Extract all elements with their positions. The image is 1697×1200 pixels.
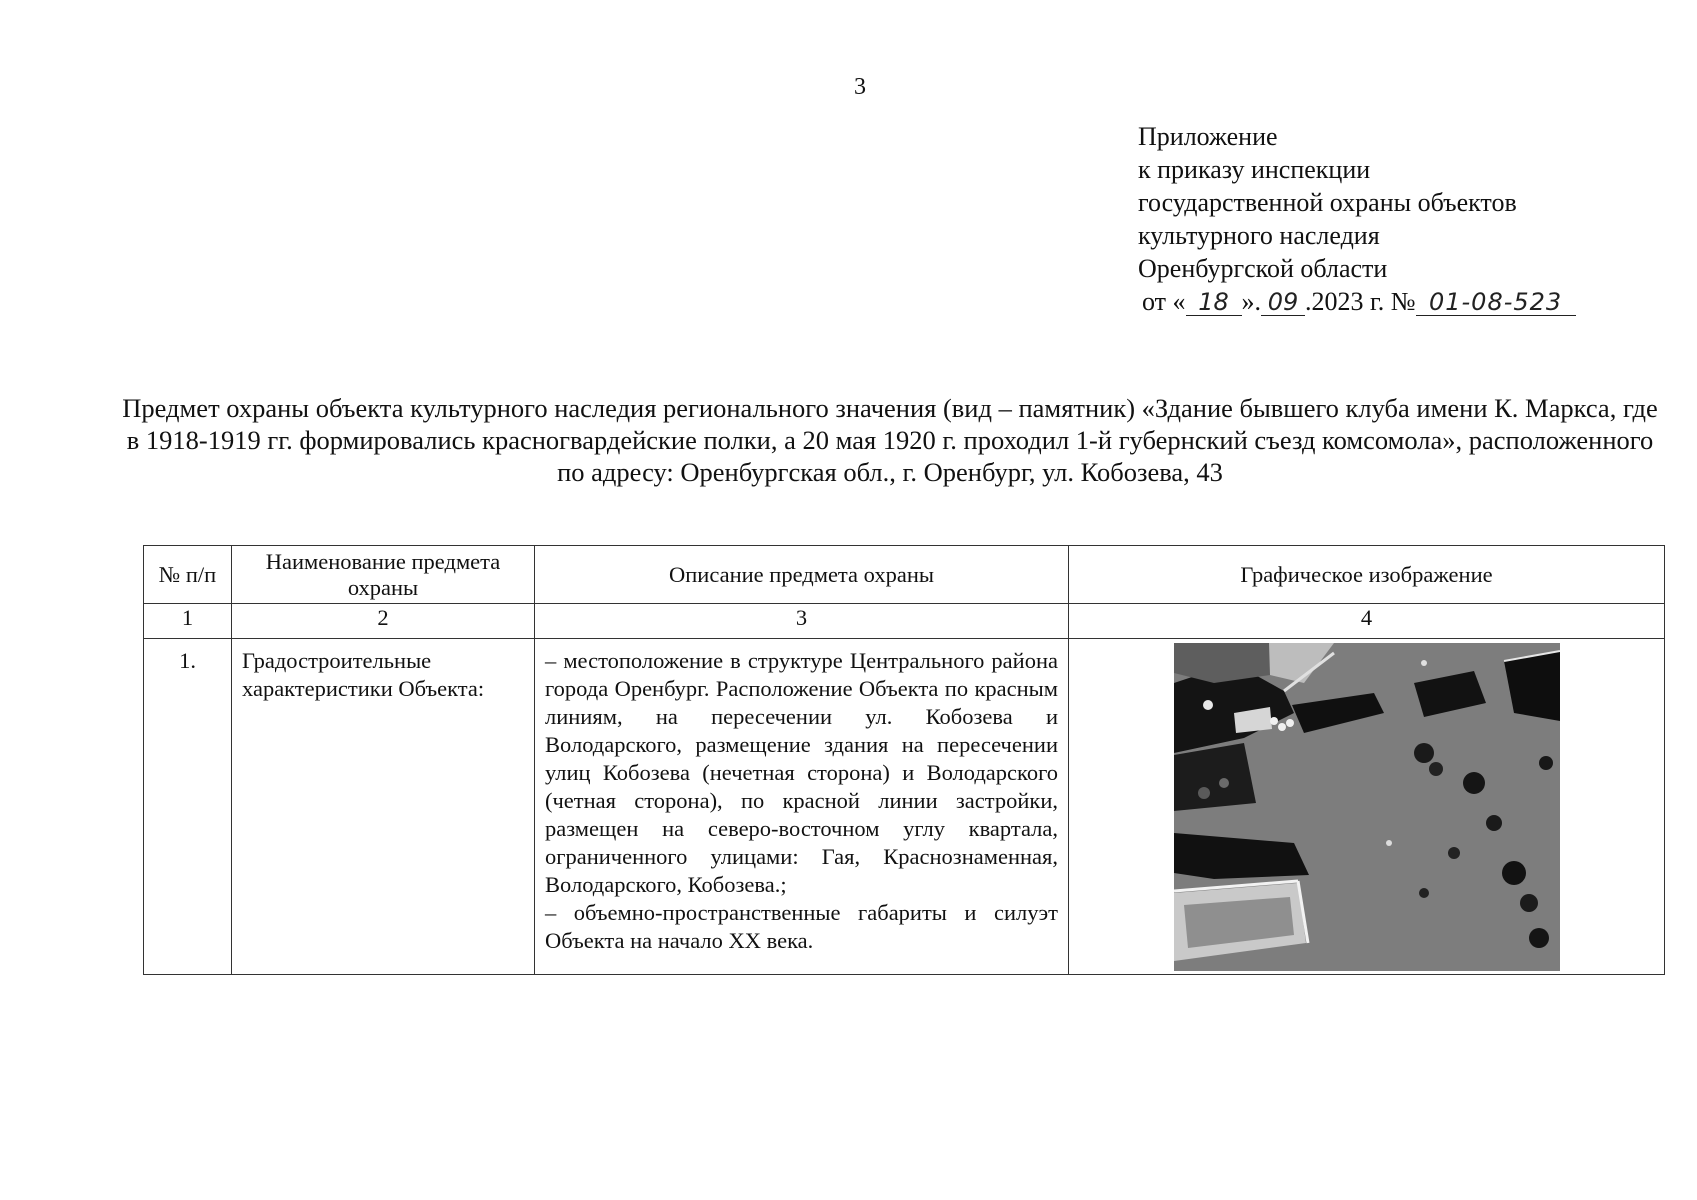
column-number: 1 bbox=[144, 604, 232, 639]
header-no: № п/п bbox=[144, 546, 232, 604]
order-prefix: от « bbox=[1142, 287, 1186, 316]
order-month-handwritten: 09 bbox=[1261, 289, 1305, 316]
order-day-handwritten: 18 bbox=[1186, 289, 1242, 316]
document-title: Предмет охраны объекта культурного наследия регионального значения (вид – памятник) «Здание бывшего клуба имени К. Маркса, где в 1918-1919 гг. формировались красногвардейские полки, а 20 мая 1920 г. проходил 1-й губернский съезд комсомола», расположенного по адресу: Оренбургская обл., г. Оренбург, ул. Кобозева, 43 bbox=[122, 393, 1658, 487]
table-header-row bbox=[144, 546, 1665, 604]
aerial-photo-image bbox=[1174, 643, 1560, 971]
header-description: Описание предмета охраны bbox=[535, 546, 1069, 604]
column-number-row bbox=[144, 604, 1665, 639]
column-number: 2 bbox=[232, 604, 535, 639]
row-description bbox=[535, 639, 1069, 975]
order-year: .2023 г. № bbox=[1305, 287, 1416, 316]
appendix-block bbox=[1138, 120, 1576, 318]
appendix-line: государственной охраны объектов bbox=[1138, 188, 1517, 217]
column-number: 3 bbox=[535, 604, 1069, 639]
header-name: Наименование предмета охраны bbox=[232, 546, 535, 604]
protection-table bbox=[143, 545, 1665, 975]
column-number: 4 bbox=[1069, 604, 1665, 639]
row-name: Градостроительные характеристики Объекта: bbox=[232, 639, 535, 975]
order-number-handwritten: 01-08-523 bbox=[1416, 289, 1576, 316]
appendix-line: к приказу инспекции bbox=[1138, 155, 1371, 184]
row-number: 1. bbox=[144, 639, 232, 975]
appendix-line: Оренбургской области bbox=[1138, 254, 1388, 283]
header-graphic: Графическое изображение bbox=[1069, 546, 1665, 604]
page-number: 3 bbox=[854, 74, 866, 100]
order-sep: ». bbox=[1241, 287, 1262, 316]
row-graphic bbox=[1069, 639, 1665, 975]
order-date-line bbox=[1142, 285, 1576, 318]
description-item: – объемно-пространственные габариты и силуэт Объекта на начало XX века. bbox=[545, 900, 1058, 953]
description-item: – местоположение в структуре Центрального района города Оренбург. Расположение Объекта по красным линиям, на пересечении ул. Кобозева и Володарского, размещение здания на пересечении улиц Кобозева (нечетная сторона) и Володарского (четная сторона), по красной линии застройки, размещен на северо-восточном углу квартала, ограниченного улицами: Гая, Краснознаменная, Володарского, Кобозева.; bbox=[545, 648, 1058, 897]
appendix-line: культурного наследия bbox=[1138, 221, 1380, 250]
appendix-line: Приложение bbox=[1138, 122, 1278, 151]
table-row bbox=[144, 639, 1665, 975]
